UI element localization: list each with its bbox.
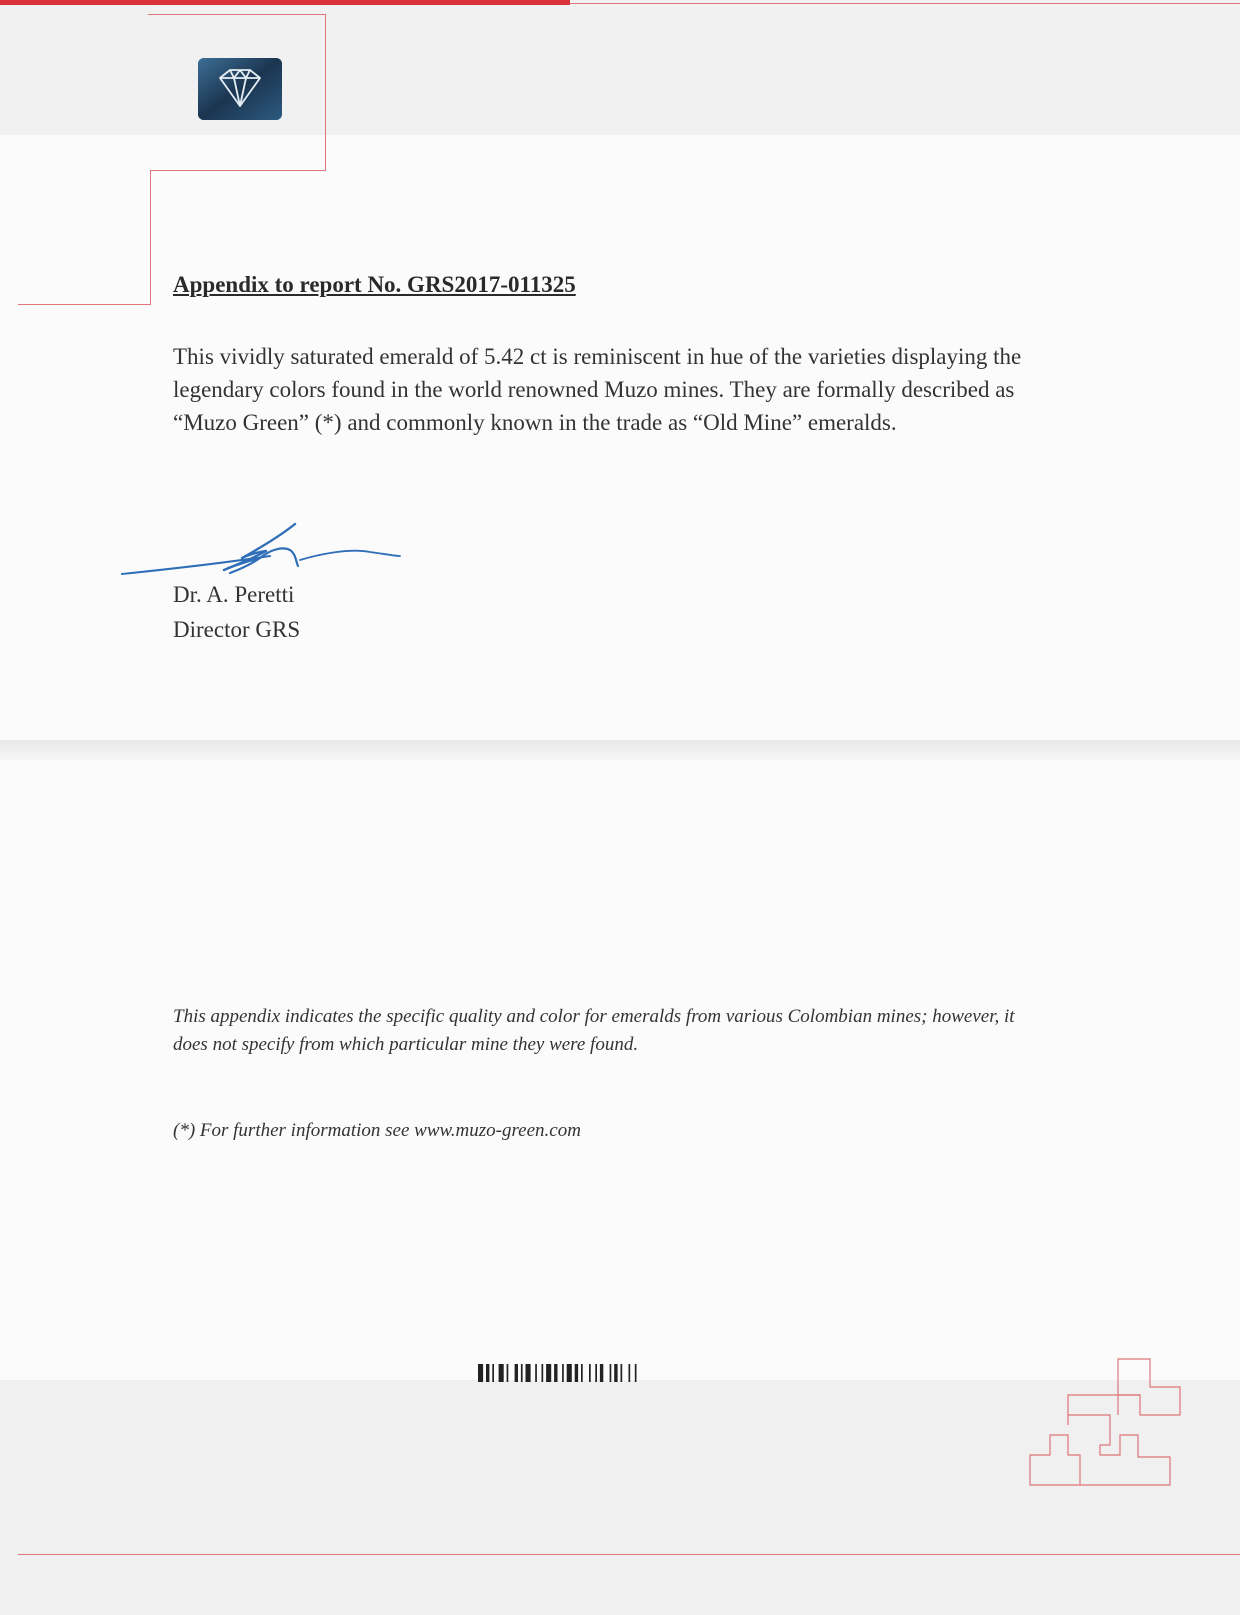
footnote: (*) For further information see www.muzo-green.com [173, 1120, 581, 1141]
top-accent-bar [0, 0, 570, 5]
gemstone-logo [198, 58, 282, 120]
frame-line [150, 170, 151, 305]
fold-crease [0, 740, 1240, 760]
frame-line [18, 304, 151, 305]
barcode-image [478, 1364, 730, 1382]
appendix-body: This vividly saturated emerald of 5.42 ct is reminiscent in hue of the varieties displaying the legendary colors found in the world renowned Muzo mines. They are formally described as “Muzo Green” (*) and commonly known in the trade as “Old Mine” emeralds. [173, 344, 1022, 435]
signatory-name: Dr. A. Peretti [173, 582, 295, 607]
frame-line [148, 14, 326, 15]
frame-line-bottom [18, 1554, 1240, 1555]
frame-line [150, 170, 326, 171]
fold-band-top [0, 0, 1240, 135]
appendix-title: Appendix to report No. GRS2017-011325 [173, 272, 576, 297]
decorative-corner-motif [1010, 1355, 1215, 1495]
frame-line-top [570, 3, 1240, 4]
diamond-hologram-icon [198, 58, 282, 120]
signatory-title: Director GRS [173, 617, 301, 642]
fold-band-lower [0, 760, 1240, 1380]
disclaimer-note: This appendix indicates the specific quality and color for emeralds from various Colombian mines; however, it does not specify from which particular mine they were found. [173, 1006, 1015, 1055]
frame-line [325, 14, 326, 171]
